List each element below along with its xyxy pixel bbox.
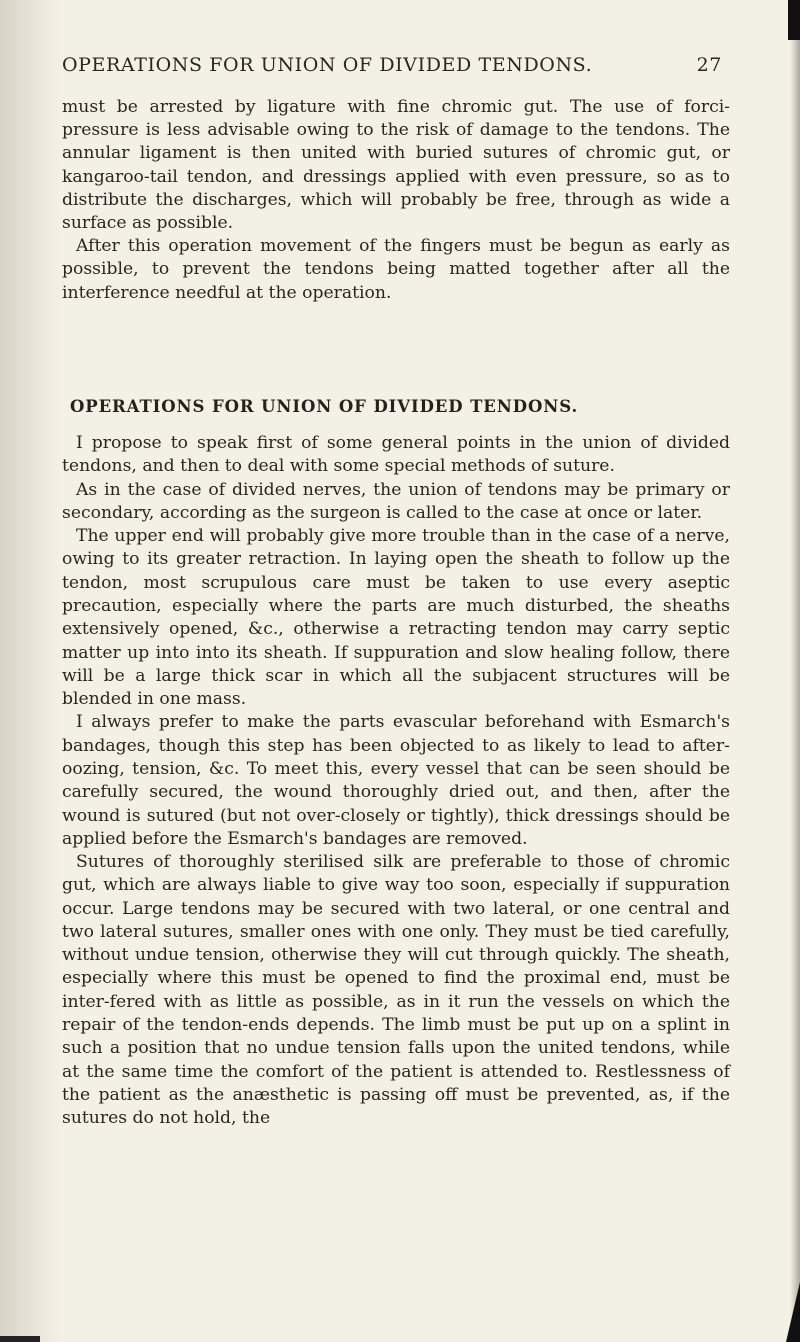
- gutter-shadow: [0, 0, 60, 1342]
- section-heading: OPERATIONS FOR UNION OF DIVIDED TENDONS.: [70, 397, 579, 416]
- running-head: [62, 54, 722, 76]
- paragraph: I propose to speak first of some general points in the union of divided tendons, and then to deal with some special methods of suture.: [62, 433, 730, 477]
- page-number: 27: [696, 54, 722, 76]
- paragraph: Sutures of thoroughly sterilised silk are preferable to those of chromic gut, which are always liable to give way too soon, especially if suppuration occur. Large tendons may be secured with two lateral, or one central and two lateral sutures, smaller ones with one only. They must be tied carefully, without undue tension, otherwise they will cut through quickly. The sheath, especially where this must be opened to find the proximal end, must be inter-fered with as little as possible, as in it run the vessels on which the repair of the tendon-ends depends. The limb must be put up on a splint in such a position that no undue tension falls upon the united tendons, while at the same time the comfort of the patient is attended to. Restlessness of the patient as the anæsthetic is passing off must be prevented, as, if the sutures do not hold, the: [62, 852, 730, 1129]
- scan-edge-mark-top: [788, 0, 800, 40]
- paragraph: As in the case of divided nerves, the union of tendons may be primary or secondary, according as the surgeon is called to the case at once or later.: [62, 479, 730, 523]
- continued-text: [62, 96, 730, 305]
- paragraph: I always prefer to make the parts evascular beforehand with Esmarch's bandages, though this step has been objected to as likely to lead to after-oozing, tension, &c. To meet this, every vessel that can be seen should be carefully secured, the wound thoroughly dried out, and then, after the wound is sutured (but not over-closely or tightly), thick dressings should be applied before the Esmarch's bandages are removed.: [62, 712, 730, 849]
- section-body: [62, 432, 730, 1130]
- running-head-title: OPERATIONS FOR UNION OF DIVIDED TENDONS.: [62, 54, 593, 76]
- paragraph: After this operation movement of the fingers must be begun as early as possible, to prevent the tendons being matted together after all the interference needful at the operation.: [62, 236, 730, 303]
- paragraph: The upper end will probably give more trouble than in the case of a nerve, owing to its greater retraction. In laying open the sheath to follow up the tendon, most scrupulous care must be taken to use every aseptic precaution, especially where the parts are much disturbed, the sheaths extensively opened, &c., otherwise a retracting tendon may carry septic matter up into into its sheath. If suppuration and slow healing follow, there will be a large thick scar in which all the subjacent structures will be blended in one mass.: [62, 526, 730, 710]
- paragraph: must be arrested by ligature with fine chromic gut. The use of forci-pressure is less advisable owing to the risk of damage to the tendons. The annular ligament is then united with buried sutures of chromic gut, or kangaroo-tail tendon, and dressings applied with even pressure, so as to distribute the discharges, which will probably be free, through as wide a surface as possible.: [62, 97, 730, 234]
- page-edge: [790, 0, 800, 1342]
- scan-edge-mark-left: [0, 1336, 40, 1342]
